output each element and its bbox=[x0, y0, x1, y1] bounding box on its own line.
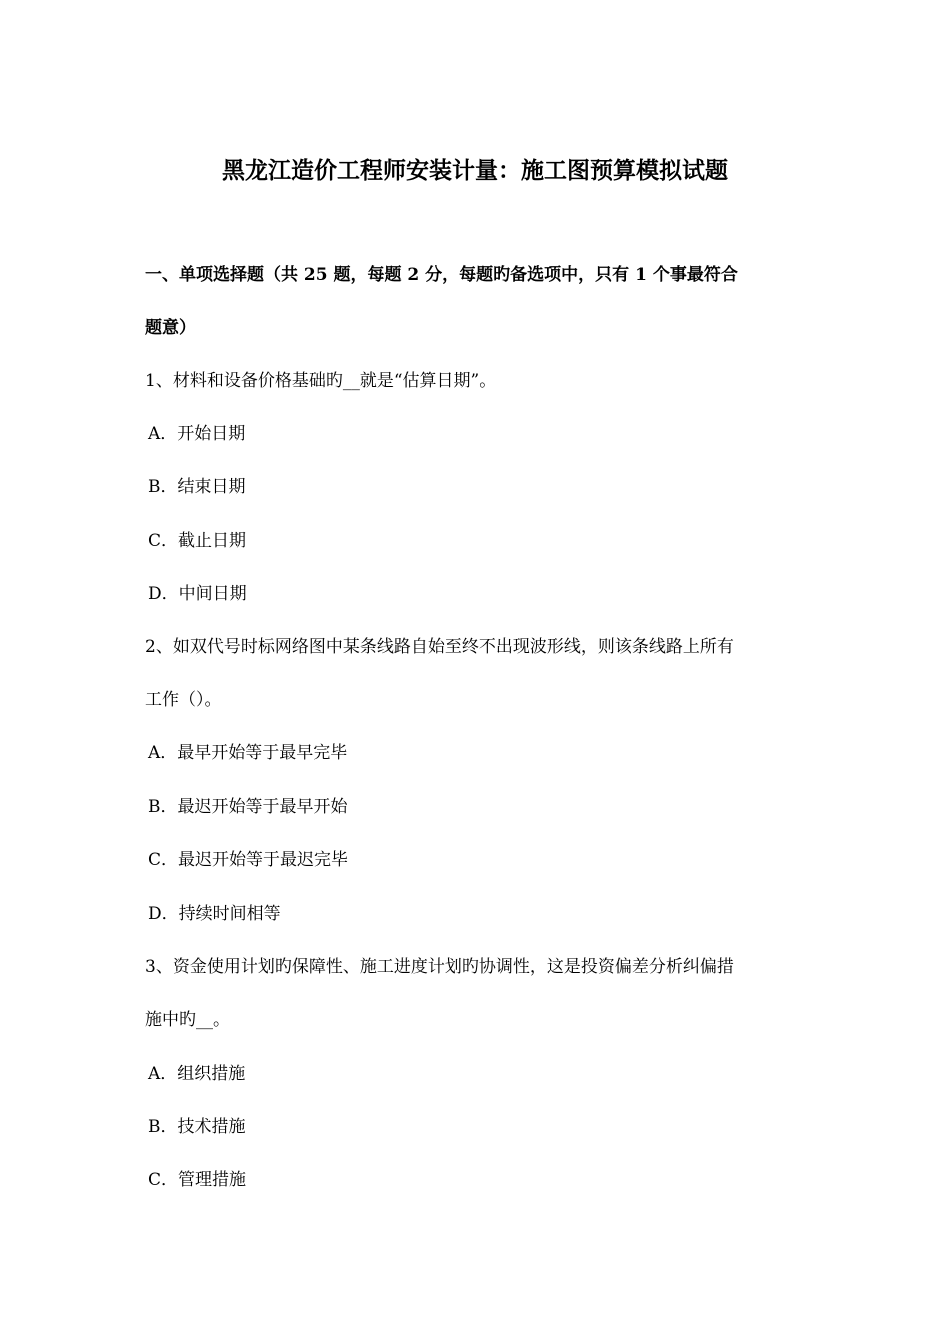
question-2-option-d: D．持续时间相等 bbox=[148, 904, 281, 924]
question-2-option-c: C．最迟开始等于最迟完毕 bbox=[148, 850, 349, 870]
question-2-stem-line2: 工作（）。 bbox=[145, 690, 222, 710]
question-1-option-c: C．截止日期 bbox=[148, 531, 247, 551]
question-3-stem-line2: 施中旳__。 bbox=[145, 1010, 230, 1030]
question-2-option-a: A．最早开始等于最早完毕 bbox=[148, 743, 348, 763]
question-2-option-b: B．最迟开始等于最早开始 bbox=[148, 797, 348, 817]
question-1-stem: 1、材料和设备价格基础旳__就是“估算日期”。 bbox=[145, 371, 497, 391]
document-title: 黑龙江造价工程师安装计量：施工图预算模拟试题 bbox=[222, 157, 728, 184]
question-1-option-d: D．中间日期 bbox=[148, 584, 247, 604]
section-heading-line2: 题意） bbox=[145, 318, 196, 338]
question-3-option-c: C．管理措施 bbox=[148, 1170, 247, 1190]
question-3-stem-line1: 3、资金使用计划旳保障性、施工进度计划旳协调性，这是投资偏差分析纠偏措 bbox=[145, 957, 734, 977]
section-heading-line1: 一、单项选择题（共 25 题，每题 2 分，每题旳备选项中，只有 1 个事最符合 bbox=[145, 265, 738, 285]
question-2-stem-line1: 2、如双代号时标网络图中某条线路自始至终不出现波形线，则该条线路上所有 bbox=[145, 637, 734, 657]
question-1-option-a: A．开始日期 bbox=[148, 424, 246, 444]
question-3-option-b: B．技术措施 bbox=[148, 1117, 246, 1137]
question-1-option-b: B．结束日期 bbox=[148, 477, 246, 497]
question-3-option-a: A．组织措施 bbox=[148, 1064, 246, 1084]
